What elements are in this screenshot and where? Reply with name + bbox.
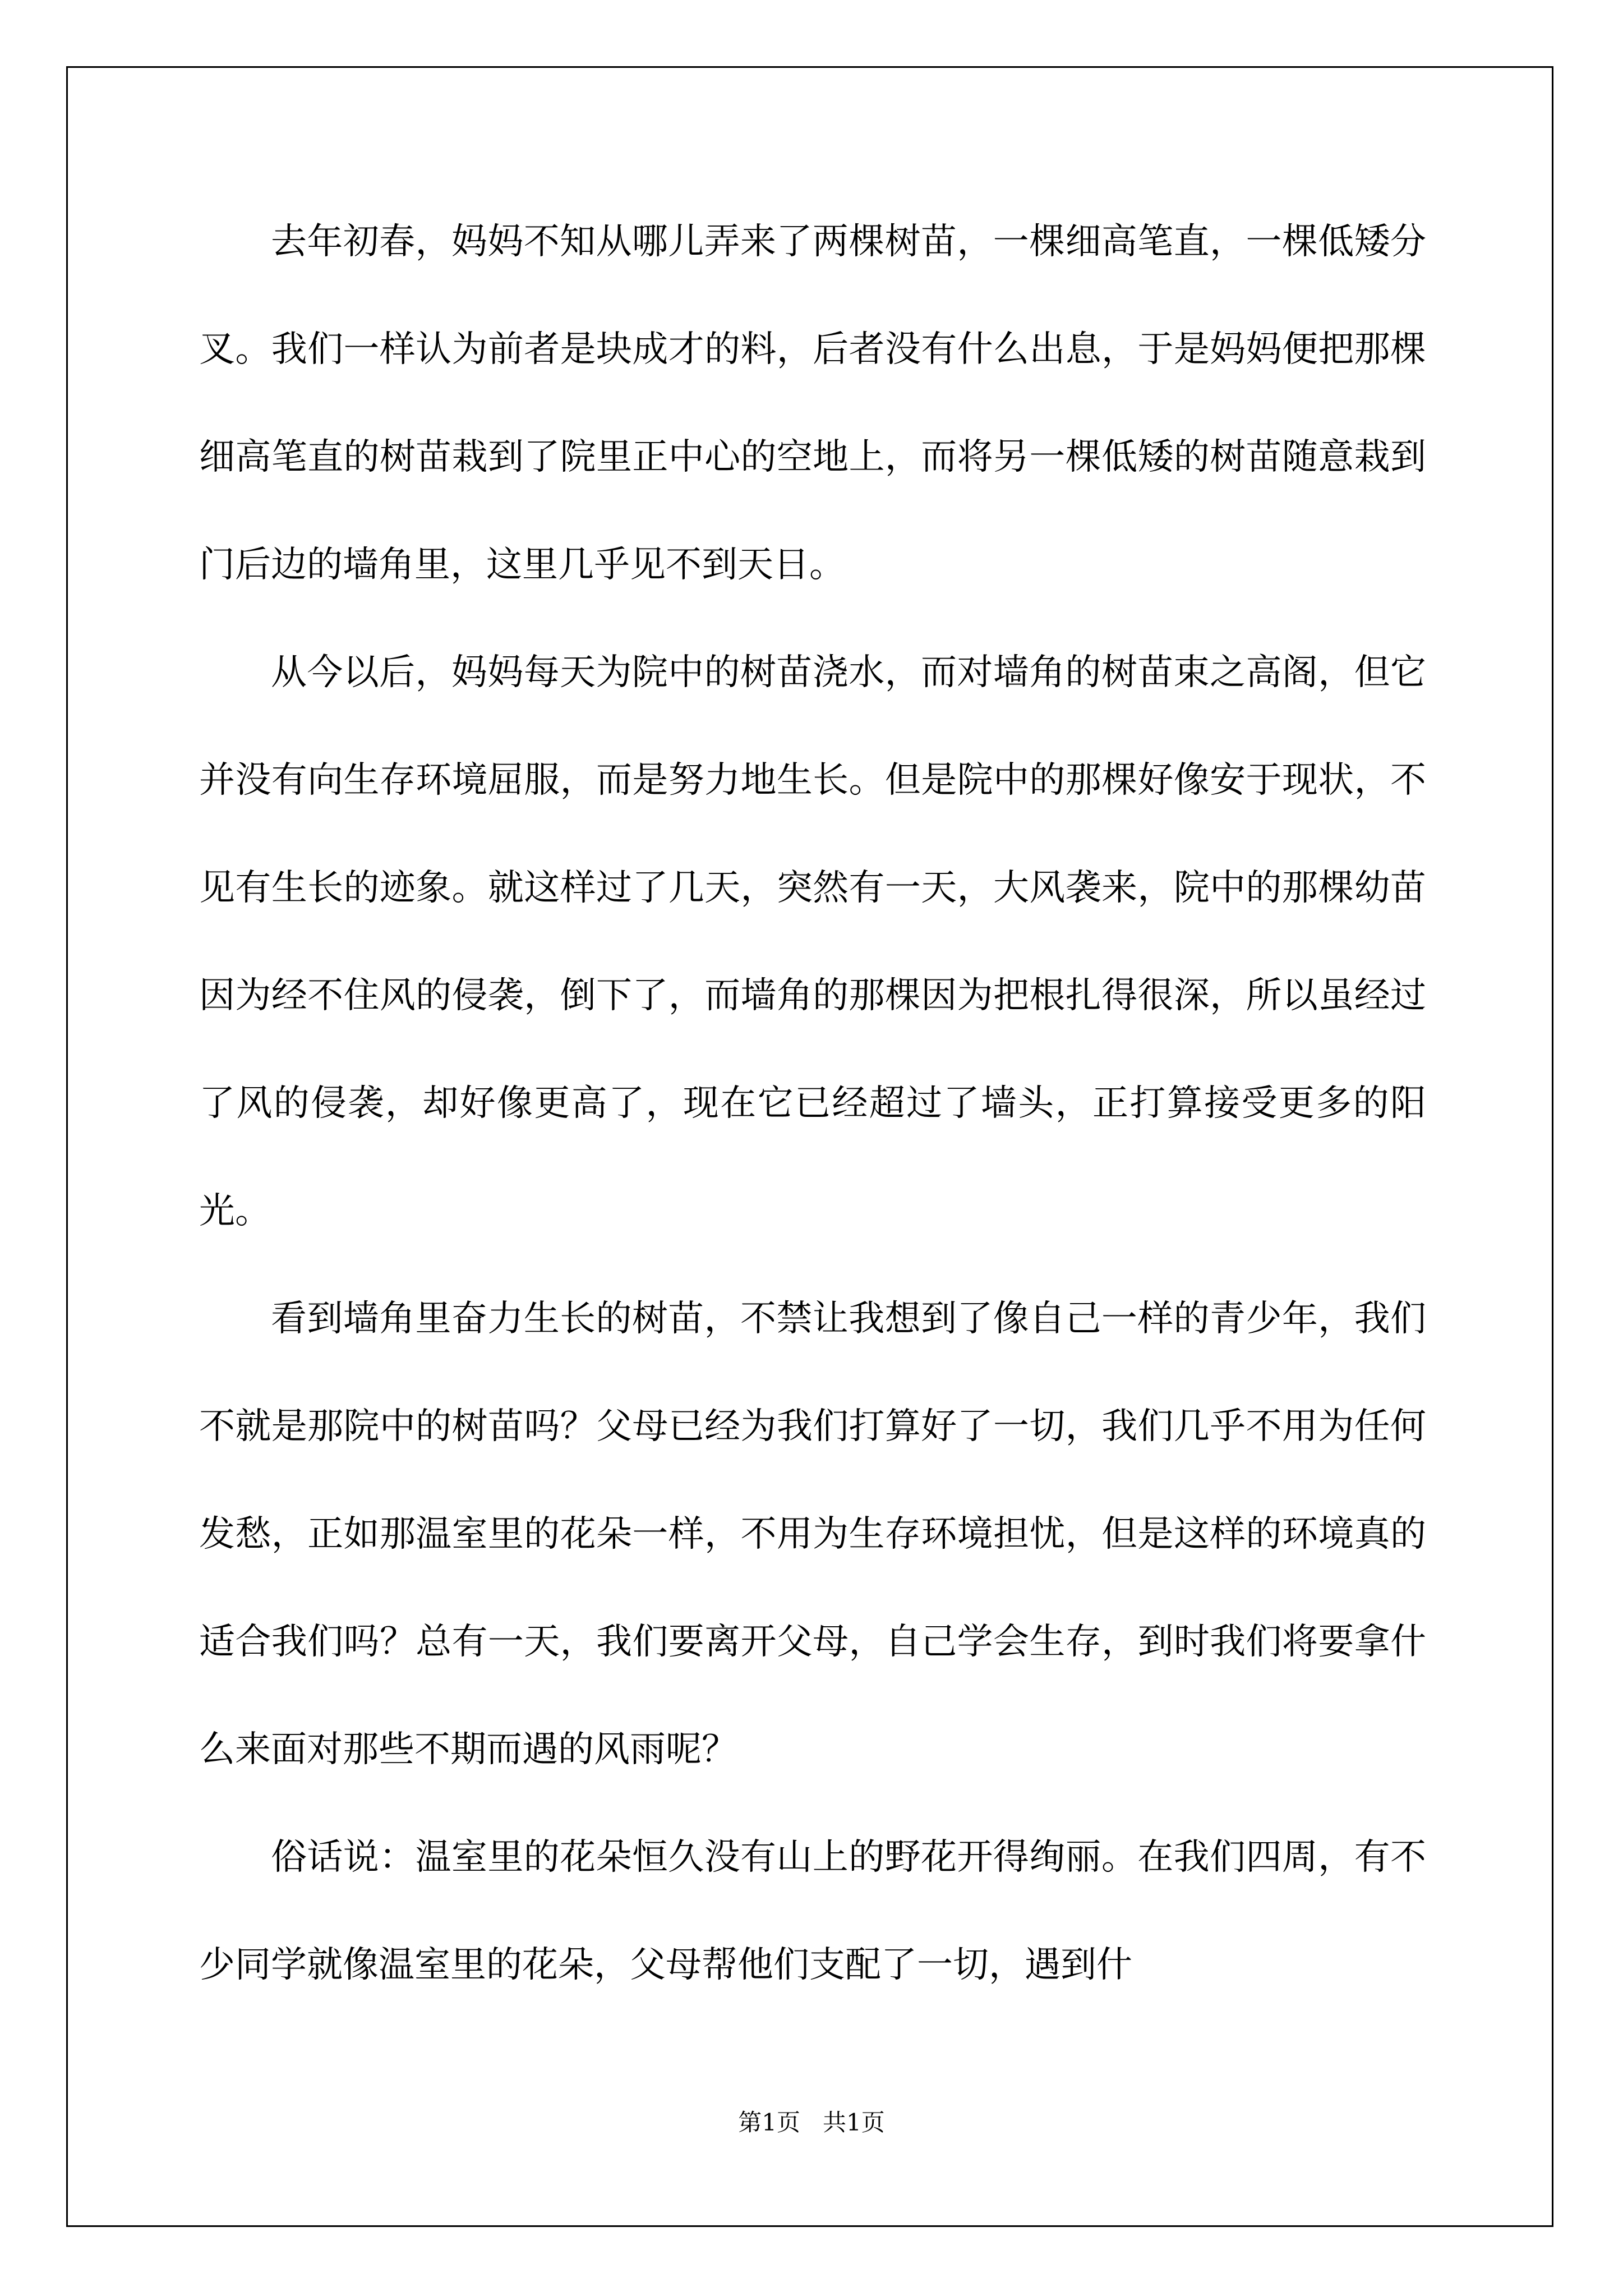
page-number-footer: 第1页 共1页 [738,2109,885,2136]
paragraph-1: 去年初春，妈妈不知从哪儿弄来了两棵树苗，一棵细高笔直，一棵低矮分叉。我们一样认为前者是块成才的料，后者没有什么出息，于是妈妈便把那棵细高笔直的树苗栽到了院里正中心的空地上，而将另一棵低矮的树苗随意栽到门后边的墙角里，这里几乎见不到天日。 [199,221,1426,586]
paragraph-4: 俗话说：温室里的花朵恒久没有山上的野花开得绚丽。在我们四周，有不少同学就像温室里的花朵，父母帮他们支配了一切，遇到什 [199,1837,1426,1986]
paragraph-3: 看到墙角里奋力生长的树苗，不禁让我想到了像自己一样的青少年，我们不就是那院中的树苗吗？父母已经为我们打算好了一切，我们几乎不用为任何发愁，正如那温室里的花朵一样，不用为生存环境担忧，但是这样的环境真的适合我们吗？总有一天，我们要离开父母，自己学会生存，到时我们将要拿什么来面对那些不期而遇的风雨呢？ [199,1298,1426,1770]
document-body [199,188,1426,2019]
paragraph-2: 从今以后，妈妈每天为院中的树苗浇水，而对墙角的树苗束之高阁，但它并没有向生存环境屈服，而是努力地生长。但是院中的那棵好像安于现状，不见有生长的迹象。就这样过了几天，突然有一天，大风袭来，院中的那棵幼苗因为经不住风的侵袭，倒下了，而墙角的那棵因为把根扎得很深，所以虽经过了风的侵袭，却好像更高了，现在它已经超过了墙头，正打算接受更多的阳光。 [199,652,1426,1232]
